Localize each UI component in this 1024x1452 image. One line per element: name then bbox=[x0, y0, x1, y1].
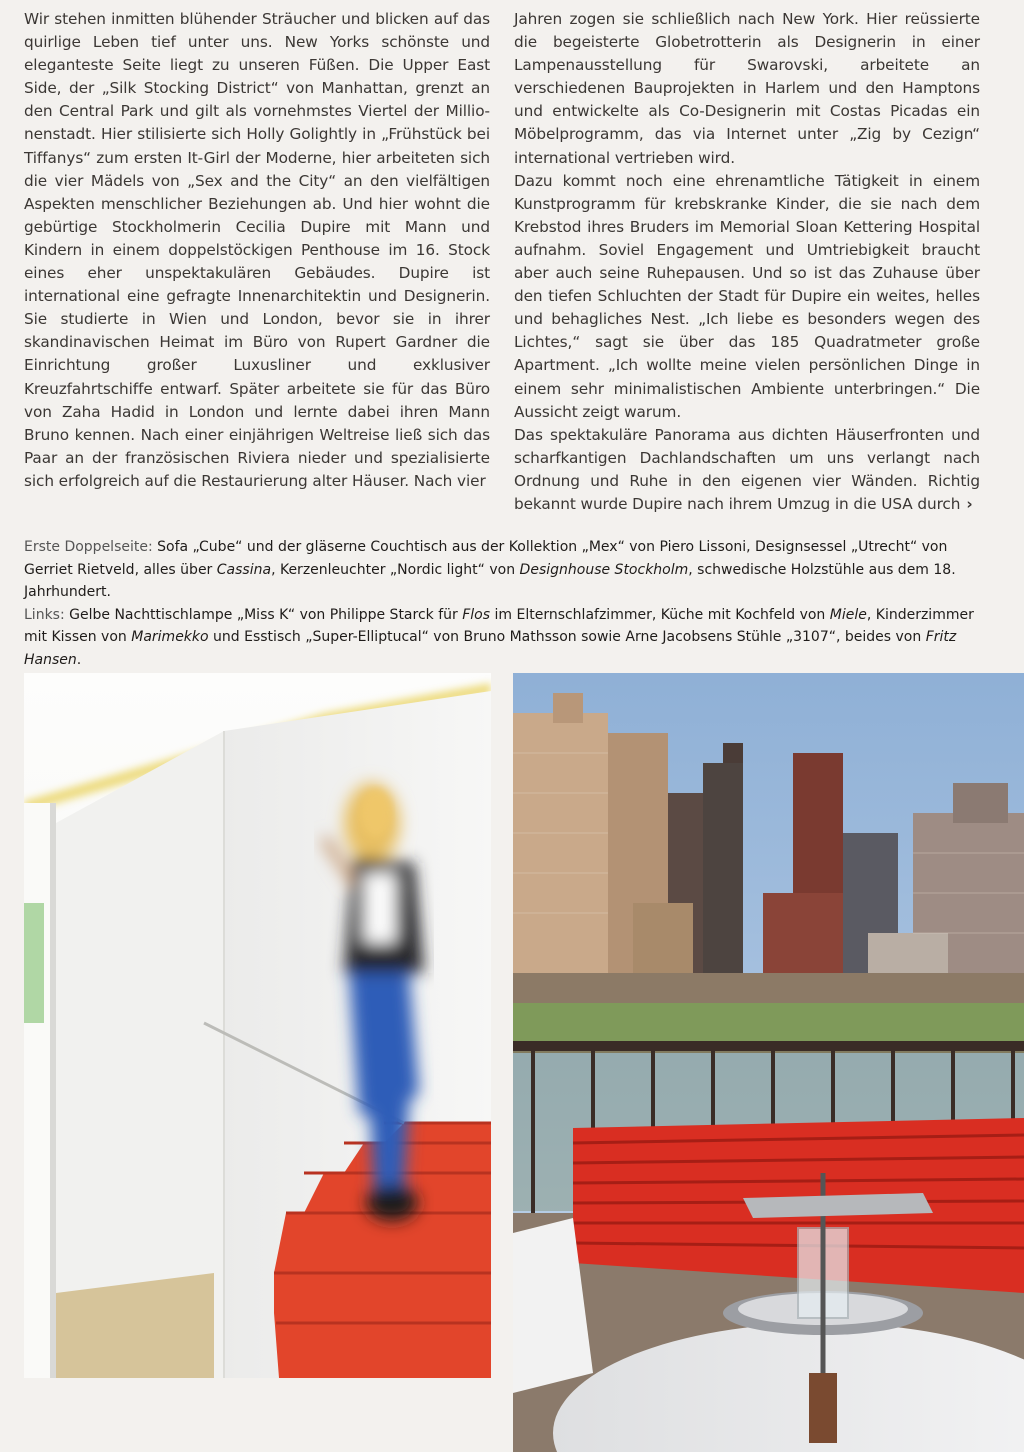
photo-captions bbox=[24, 536, 974, 672]
article-paragraph: Dazu kommt noch eine ehrenamtliche Tätigkeit in einem Kunstprogramm für krebskranke Kinder, die sie nach dem Krebstod ihres Bruders im Memorial Sloan Kettering Hospital aufnahm. Soviel Engagement und Umtriebigkeit braucht aber auch seine Ruhepausen. Und so ist das Zuhause über den tiefen Schluchten der Stadt für Dupire ein weites, helles und behagliches Nest. „Ich liebe es besonders wegen des Lichtes,“ sagt sie über das 185 Quadratmeter große Apartment. „Ich wollte meine vielen persönlichen Dinge in einem sehr minimalistischen Ambiente unterbringen.“ Die Aussicht zeigt warum. bbox=[514, 171, 980, 421]
caption-text: , Kerzenleuchter „Nordic light“ von bbox=[271, 561, 520, 578]
caption-lead: Links: bbox=[24, 606, 65, 623]
article-column-right bbox=[514, 8, 980, 516]
caption-text: und Esstisch „Super-Elliptucal“ von Bruno Mathsson sowie Arne Jacobsens Stühle „3107“, beides von bbox=[208, 629, 926, 646]
continue-arrow-icon: › bbox=[966, 494, 973, 513]
caption-text: Sofa „Cube“ und der gläserne Couchtisch aus der Kollektion „Mex“ von Piero Lissoni, Designsessel „Utrecht“ von Gerriet Rietveld, alles über bbox=[24, 539, 948, 578]
caption-text: . bbox=[76, 651, 82, 668]
caption-lead: Erste Doppelseite: bbox=[24, 539, 153, 555]
photo-balcony-view bbox=[513, 673, 1024, 1452]
caption-text: , Kinderzimmer mit Kissen von bbox=[24, 606, 974, 646]
caption-left-page bbox=[24, 604, 974, 672]
caption-text: , schwedische Holzstühle aus dem 18. Jahrhundert. bbox=[24, 561, 956, 601]
caption-first-spread bbox=[24, 536, 974, 604]
caption-brand: Fritz Hansen bbox=[24, 629, 957, 668]
article-paragraph: Jahren zogen sie schließlich nach New York. Hier reüssierte die begeisterte Globetrotterin als Designerin in einer Lampenausstellung für Swarovski, arbeitete an verschiedenen Bauprojekten in Harlem und den Hamptons und entwickelte als Co-Designerin mit Costas Picadas ein Möbelprogramm, das via Internet unter „Zig by Cezign“ international vertrieben wird. bbox=[514, 10, 980, 167]
caption-brand: Flos bbox=[462, 606, 491, 623]
caption-text: im Elternschlafzimmer, Küche mit Kochfeld von bbox=[490, 606, 830, 623]
caption-text: Gelbe Nachttischlampe „Miss K“ von Philippe Starck für bbox=[64, 606, 463, 623]
article-paragraph-last bbox=[514, 424, 980, 516]
skyline-illustration bbox=[513, 673, 1024, 1452]
staircase-illustration bbox=[24, 673, 491, 1378]
caption-brand: Miele bbox=[829, 606, 867, 623]
caption-brand: Designhouse Stockholm bbox=[519, 561, 689, 578]
caption-brand: Marimekko bbox=[131, 629, 209, 646]
caption-body bbox=[24, 607, 974, 668]
caption-brand: Cassina bbox=[216, 561, 272, 578]
caption-body bbox=[24, 539, 956, 600]
article-paragraph: Wir stehen inmitten blühender Sträucher und blicken auf das quirlige Leben tief unter uns. New Yorks schönste und eleganteste Seite liegt zu unseren Füßen. Die Upper East Side, der „Silk Stocking District“ von Manhattan, grenzt an den Central Park und gilt als vornehmstes Viertel der Millionenstadt. Hier stilisierte sich Holly Golightly in „Frühstück bei Tiffanys“ zum ersten It-Girl der Moderne, hier arbeiteten sich die vier Mädels von „Sex and the City“ an den vielfältigen Aspekten menschlicher Beziehungen ab. Und hier wohnt die gebürtige Stockholmerin Cecilia Dupire mit Mann und Kindern in einem doppelstöckigen Penthouse im 16. Stock eines eher unspektakulären Gebäudes. Dupire ist international eine gefragte Innenarchitektin und Designerin. Sie studierte in Wien und London, bevor sie in ihrer skandinavischen Heimat im Büro von Rupert Gardner die Einrichtung großer Luxusliner und exklusiver Kreuzfahrtschiffe entwarf. Später arbeitete sie für das Büro von Zaha Hadid in London und lernte dabei ihren Mann Bruno kennen. Nach einer einjährigen Weltreise ließ sich das Paar an der französischen Riviera nieder und spezialisierte sich erfolgreich auf die Restaurierung alter Häuser. Nach vier bbox=[24, 10, 490, 490]
article-paragraph-text: Das spektakuläre Panorama aus dichten Häuserfronten und scharfkantigen Dachlandschaften um uns verlangt nach Ordnung und Ruhe in den eigenen vier Wänden. Richtig bekannt wurde Dupire nach ihrem Umzug in die USA durch bbox=[514, 425, 980, 513]
article-column-left bbox=[24, 8, 490, 493]
photo-staircase bbox=[24, 673, 491, 1378]
